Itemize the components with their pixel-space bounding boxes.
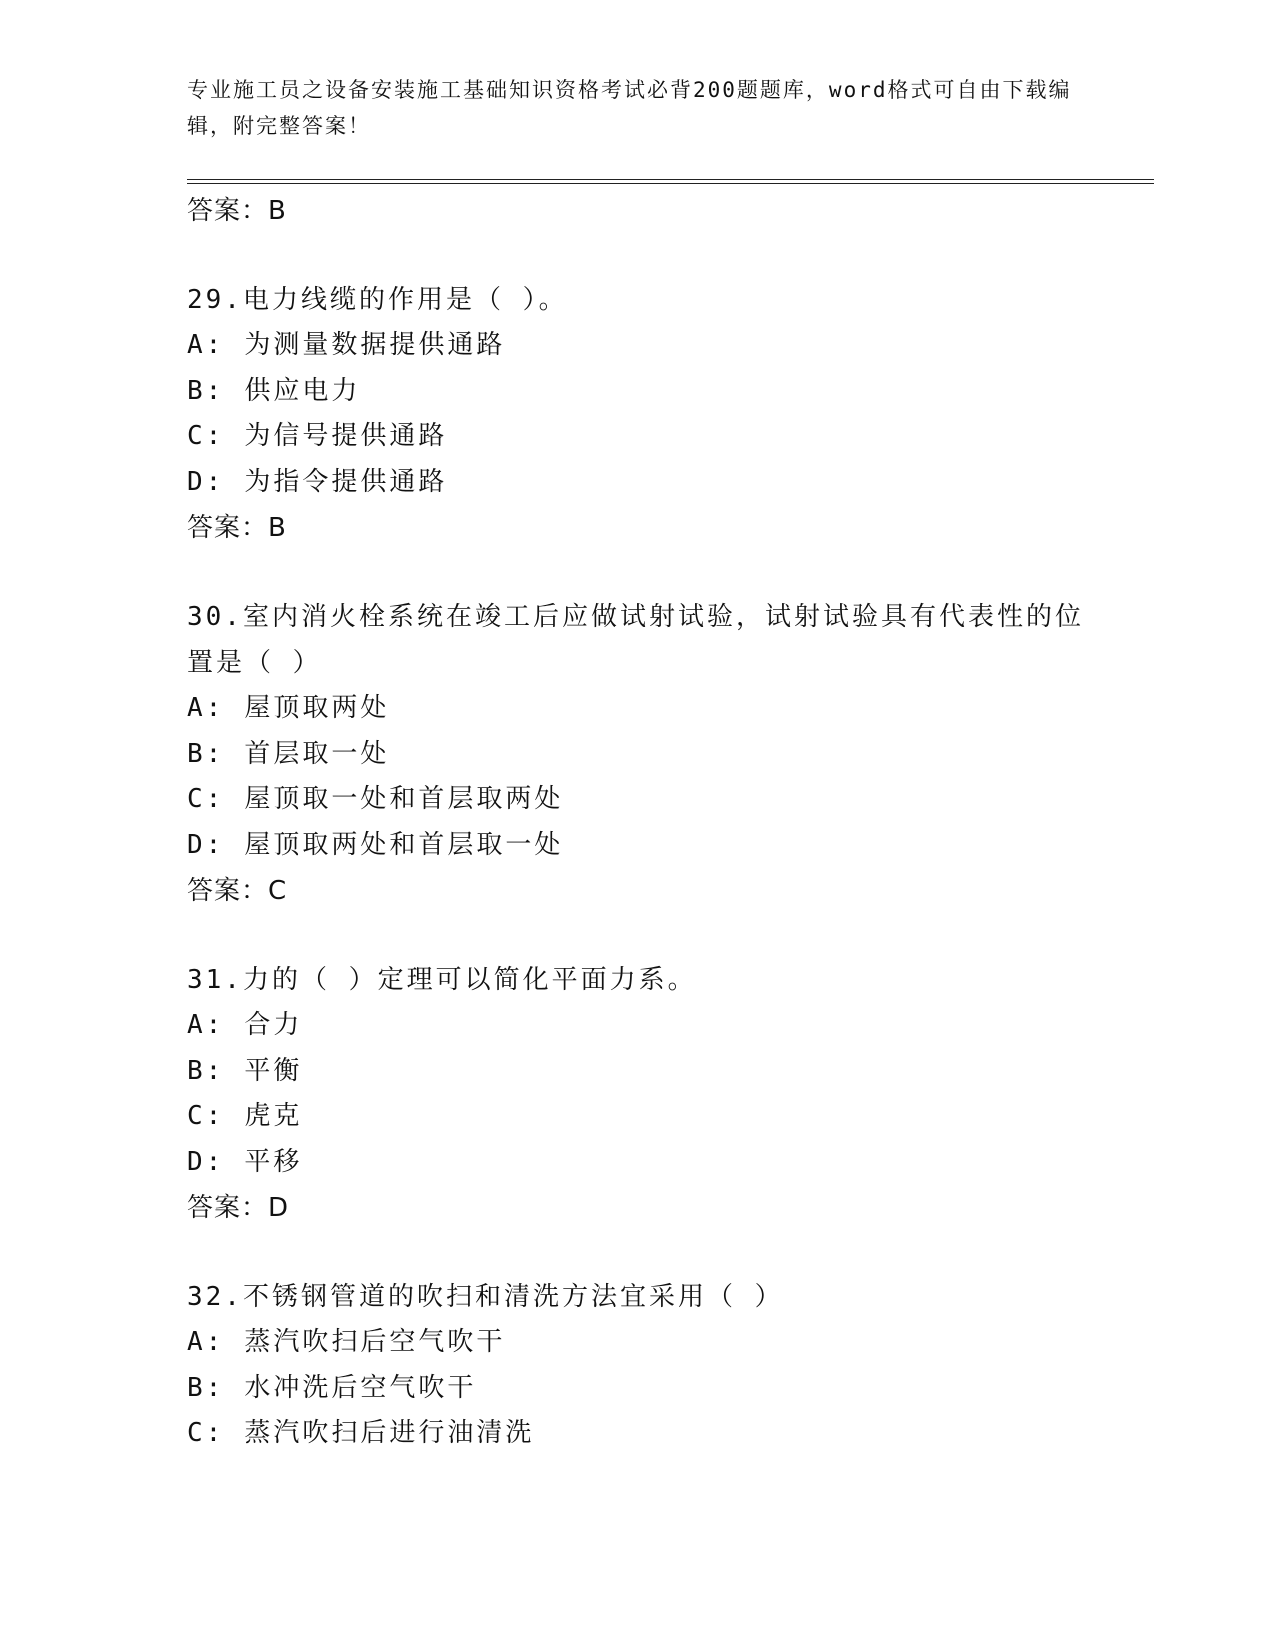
- option-a: A: 屋顶取两处: [187, 693, 390, 723]
- option-c: C: 屋顶取一处和首层取两处: [187, 784, 564, 814]
- question-text: 31.力的（ ）定理可以简化平面力系。: [187, 965, 697, 995]
- option-c: C: 为信号提供通路: [187, 421, 448, 451]
- option-b: B: 供应电力: [187, 375, 361, 406]
- answer-line: 答案：C: [187, 876, 288, 906]
- option-d: D: 屋顶取两处和首层取一处: [187, 829, 564, 860]
- question-30: [187, 594, 1087, 914]
- answer-line: 答案：B: [187, 513, 287, 543]
- option-b: B: 水冲洗后空气吹干: [187, 1372, 477, 1403]
- question-31: [187, 957, 1087, 1231]
- header-rule-top: [187, 179, 1154, 180]
- answer-line: 答案：B: [187, 196, 287, 226]
- option-a: A: 为测量数据提供通路: [187, 330, 506, 360]
- option-b: B: 首层取一处: [187, 738, 390, 769]
- document-header: 专业施工员之设备安装施工基础知识资格考试必背200题题库，word格式可自由下载编辑，附完整答案！: [187, 78, 1072, 138]
- question-text: 29.电力线缆的作用是（ ）。: [187, 285, 568, 315]
- question-text: 32.不锈钢管道的吹扫和清洗方法宜采用（ ）: [187, 1282, 784, 1312]
- option-d: D: 平移: [187, 1146, 303, 1177]
- option-c: C: 蒸汽吹扫后进行油清洗: [187, 1418, 535, 1448]
- option-b: B: 平衡: [187, 1055, 303, 1086]
- option-d: D: 为指令提供通路: [187, 466, 448, 497]
- option-a: A: 合力: [187, 1010, 303, 1040]
- option-a: A: 蒸汽吹扫后空气吹干: [187, 1327, 506, 1357]
- option-c: C: 虎克: [187, 1101, 303, 1131]
- answer-line: 答案：D: [187, 1193, 290, 1223]
- header-rule-bottom: [187, 183, 1154, 184]
- question-text: 30.室内消火栓系统在竣工后应做试射试验，试射试验具有代表性的位置是（ ）: [187, 602, 1084, 678]
- question-32: [187, 1274, 1087, 1457]
- question-29: [187, 277, 1087, 551]
- question-list: [187, 188, 1087, 1457]
